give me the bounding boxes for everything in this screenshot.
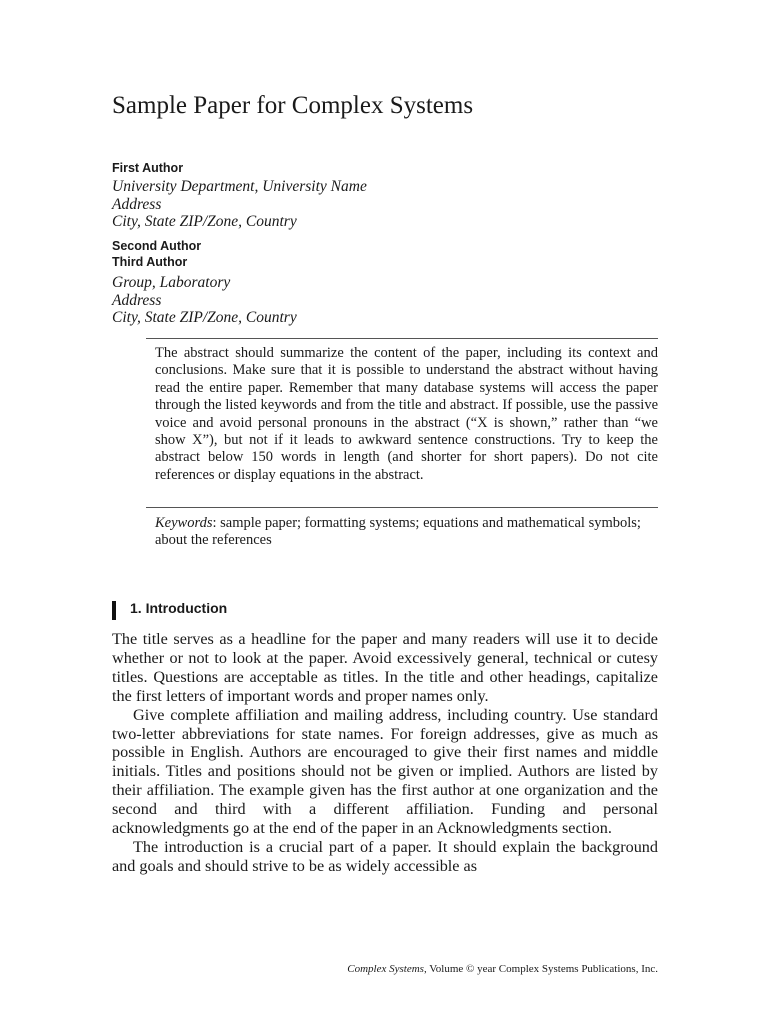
author-block-2 <box>112 238 297 327</box>
keywords-text: : sample paper; formatting systems; equations and mathematical symbols; about the references <box>155 515 641 549</box>
body-text <box>112 630 658 876</box>
affiliation-line: City, State ZIP/Zone, Country <box>112 309 297 326</box>
author-name: First Author <box>112 161 184 175</box>
paragraph: Give complete affiliation and mailing address, including country. Use standard two-letter abbreviations for state names. For foreign addresses, give as much as possible in English. Authors are encouraged to give their first names and middle initials. Titles and positions should not be given or implied. Authors are listed by their affiliation. The example given has the first author at one organization and the second and third with a different affiliation. Funding and personal acknowledgments go at the end of the paper in an Acknowledgments section. <box>112 705 658 838</box>
section-marker-bar <box>112 601 116 620</box>
abstract-bottom-rule <box>146 507 658 508</box>
paper-title: Sample Paper for Complex Systems <box>112 92 474 119</box>
author-block-1 <box>112 160 367 231</box>
abstract-top-rule <box>146 338 658 339</box>
affiliation-line: Group, Laboratory <box>112 274 231 291</box>
affiliation-line: City, State ZIP/Zone, Country <box>112 213 297 230</box>
keywords-label: Keywords <box>155 515 213 531</box>
paragraph: The title serves as a headline for the paper and many readers will use it to decide whether or not to look at the paper. Avoid excessively general, technical or cutesy titles. Questions are acceptable as titles. In the title and other headings, capitalize the first letters of important words and proper names only. <box>112 630 658 705</box>
author-name: Third Author <box>112 255 188 269</box>
footer-text: , Volume © year Complex Systems Publications, Inc. <box>423 963 658 975</box>
author-name: Second Author <box>112 239 202 253</box>
affiliation-line: Address <box>112 291 162 309</box>
affiliation-line: Address <box>112 195 162 213</box>
page-footer <box>112 962 658 976</box>
section-heading: 1. Introduction <box>130 600 228 616</box>
keywords <box>155 515 658 550</box>
abstract: The abstract should summarize the content of the paper, including its context and conclusions. Make sure that it is possible to understand the abstract without having read the entire paper. Remember that many database systems will access the paper through the listed keywords and from the title and abstract. If possible, use the passive voice and avoid personal pronouns in the abstract (“X is shown,” rather than “we show X”), but not if it leads to awkward sentence constructions. Try to keep the abstract below 150 words in length (and shorter for short papers). Do not cite references or display equations in the abstract. <box>155 345 658 483</box>
paragraph: The introduction is a crucial part of a paper. It should explain the background and goals and should strive to be as widely accessible as <box>112 837 658 875</box>
footer-journal: Complex Systems <box>347 963 424 975</box>
affiliation-line: University Department, University Name <box>112 178 367 195</box>
